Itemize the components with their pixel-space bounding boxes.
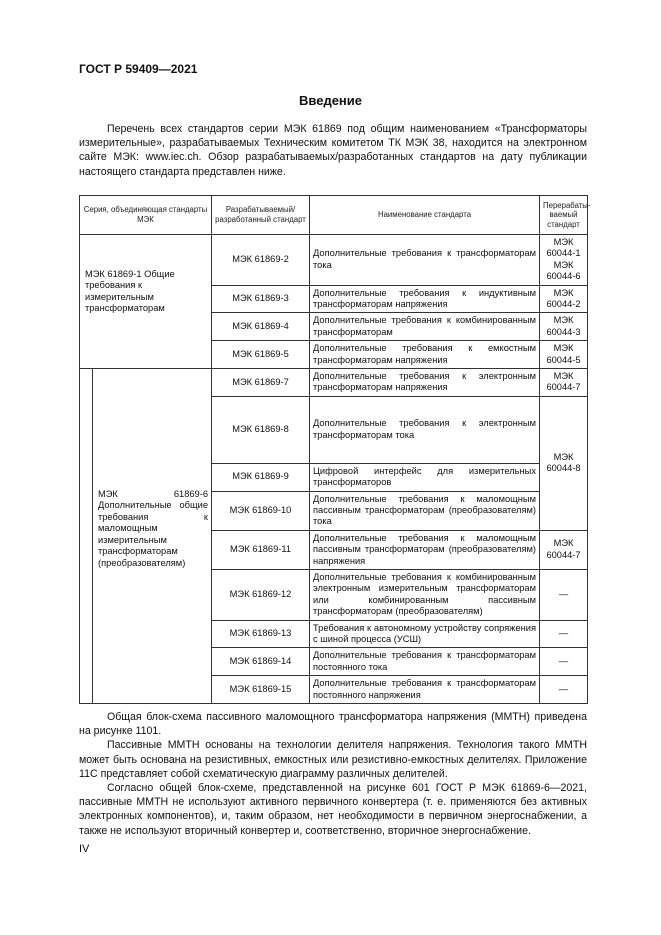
revised-standard: МЭК 60044-7	[540, 530, 588, 569]
header-revised: Перерабаты- ваемый стандарт	[540, 196, 588, 235]
series-cell-1	[80, 235, 212, 369]
standard-code: МЭК 61869-8	[212, 396, 310, 463]
standard-name: Дополнительные требования к маломощным пассивным трансформаторам (преобразователям) тока	[310, 491, 540, 530]
standard-code: МЭК 61869-9	[212, 463, 310, 491]
revised-standard: МЭК 60044-3	[540, 313, 588, 341]
standard-code: МЭК 61869-13	[212, 620, 310, 648]
header-series: Серия, объединяющая стандарты МЭК	[80, 196, 212, 235]
revised-standard: МЭК 60044-1 МЭК 60044-6	[540, 235, 588, 286]
section-title: Введение	[299, 93, 362, 108]
intro-text: Перечень всех стандартов серии МЭК 61869 под общим наименованием «Трансформаторы измерительные», разрабатываемых Техническим комитетом ТК МЭК 38, находится на электронном сайте МЭК: www.iec.ch. Обзор разрабатываемых/разработанных стандартов на дату публикации настоящего стандарта представлен ниже.	[79, 123, 587, 178]
standard-code: МЭК 61869-10	[212, 491, 310, 530]
series-2-text: МЭК 61869-6 Дополнительные общие требования к маломощным измерительным трансформаторам (преобразователям)	[98, 489, 208, 568]
paragraph-2: Пассивные ММТН основаны на технологии делителя напряжения. Технология такого ММТН может быть основана на резистивных, емкостных или резистивно-емкостных делителях. Приложение 11С представляет собой схематическую диаграмму различных делителей.	[79, 739, 587, 780]
standard-code: МЭК 61869-4	[212, 313, 310, 341]
standard-name: Дополнительные требования к комбинированным трансформаторам	[310, 313, 540, 341]
standard-name: Дополнительные требования к трансформаторам постоянного напряжения	[310, 676, 540, 704]
table-row	[80, 369, 588, 397]
standard-code: МЭК 61869-2	[212, 235, 310, 286]
series-2-block	[92, 369, 211, 703]
standard-code: МЭК 61869-7	[212, 369, 310, 397]
standard-code: МЭК 61869-5	[212, 341, 310, 369]
table-header-row	[80, 196, 588, 235]
standard-code: МЭК 61869-3	[212, 285, 310, 313]
revised-standard: МЭК 60044-2	[540, 285, 588, 313]
standard-code: МЭК 61869-15	[212, 676, 310, 704]
series-cell-2	[80, 369, 212, 704]
table-row	[80, 235, 588, 286]
standard-code: МЭК 61869-12	[212, 570, 310, 621]
standard-code: МЭК 61869-11	[212, 530, 310, 569]
standard-name: Цифровой интерфейс для измерительных трансформаторов	[310, 463, 540, 491]
revised-standard: —	[540, 648, 588, 676]
revised-standard: МЭК 60044-5	[540, 341, 588, 369]
body-paragraphs	[79, 710, 587, 838]
page-number: IV	[79, 843, 90, 855]
paragraph-3: Согласно общей блок-схеме, представленной на рисунке 601 ГОСТ Р МЭК 61869-6—2021, пассивные ММТН не используют активного первичного конвертера (т. е. применяются без активных электронных компонентов), и, таким образом, нет необходимости в первичном энергоснабжении, а также не используют вторичный конвертер и, соответственно, вторичное энергоснабжение.	[79, 782, 587, 837]
standard-name: Дополнительные требования к индуктивным трансформаторам напряжения	[310, 285, 540, 313]
standard-name: Дополнительные требования к комбинированным электронным измерительным трансформаторам или комбинированным пассивным трансформаторам (преобразователям)	[310, 570, 540, 621]
header-developed: Разрабатываемый/ разработанный стандарт	[212, 196, 310, 235]
revised-standard: —	[540, 676, 588, 704]
standard-code: МЭК 61869-14	[212, 648, 310, 676]
standard-name: Дополнительные требования к маломощным пассивным трансформаторам (преобразователям) напряжения	[310, 530, 540, 569]
standard-name: Дополнительные требования к емкостным трансформаторам напряжения	[310, 341, 540, 369]
standard-name: Дополнительные требования к трансформаторам тока	[310, 235, 540, 286]
revised-standard: МЭК 60044-8	[540, 396, 588, 530]
series-1-text: МЭК 61869-1 Общие требования к измерительным трансформаторам	[85, 269, 175, 314]
standard-name: Дополнительные требования к электронным трансформаторам тока	[310, 396, 540, 463]
revised-standard: МЭК 60044-7	[540, 369, 588, 397]
intro-paragraph	[79, 122, 587, 179]
standard-name: Дополнительные требования к электронным трансформаторам напряжения	[310, 369, 540, 397]
document-code: ГОСТ Р 59409—2021	[79, 62, 198, 76]
standard-name: Требования к автономному устройству сопряжения с шиной процесса (УСШ)	[310, 620, 540, 648]
revised-standard: —	[540, 620, 588, 648]
standards-table	[79, 195, 591, 704]
revised-standard: —	[540, 570, 588, 621]
header-name: Наименование стандарта	[310, 196, 540, 235]
standard-name: Дополнительные требования к трансформаторам постоянного тока	[310, 648, 540, 676]
paragraph-1: Общая блок-схема пассивного маломощного трансформатора напряжения (ММТН) приведена на рисунке 1101.	[79, 711, 587, 738]
